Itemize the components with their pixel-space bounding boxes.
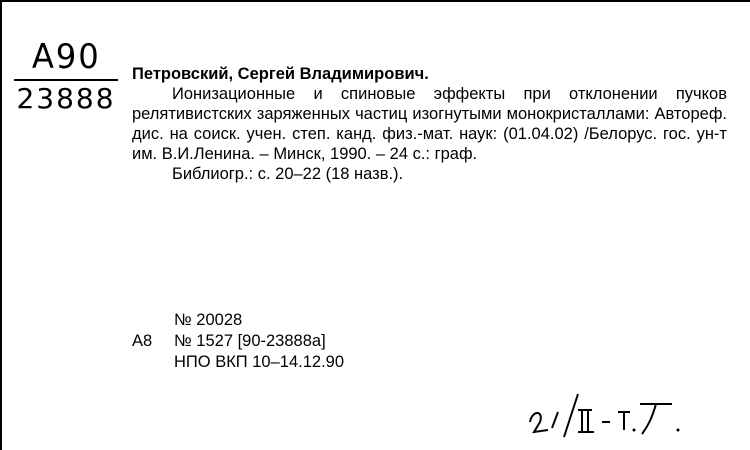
acquisition-block: [132, 310, 344, 373]
shelf-label: А8: [132, 332, 153, 350]
call-number-divider: [14, 79, 118, 81]
call-number-bottom: 23888: [16, 82, 116, 115]
shelf-row: [132, 331, 344, 352]
shelf-number: № 1527 [90-23888а]: [174, 332, 326, 350]
handwritten-note-signature: [522, 382, 702, 442]
call-number: [4, 38, 128, 115]
org-spacer: [132, 352, 174, 373]
acquisition-spacer: [132, 310, 174, 331]
call-number-top: А90: [31, 37, 101, 77]
description-text: Ионизационные и спиновые эффекты при отклонении пучков релятивистских заряженных частиц изогнутыми монокристаллами: Автореф. дис. на соиск. учен. степ. канд. физ.-мат. наук: (01.04.02) /Белорус. гос. ун-т им. В.И.Ленина. – Минск, 1990. – 24 с.: граф.: [132, 85, 727, 163]
bibliographic-entry: [132, 64, 727, 184]
acquisition-number-row: [132, 310, 344, 331]
author-heading: Петровский, Сергей Владимирович.: [132, 65, 429, 83]
org-row: [132, 352, 344, 373]
acquisition-number: № 20028: [174, 311, 243, 329]
bibliography-note: Библиогр.: с. 20–22 (18 назв.).: [172, 165, 404, 183]
org-date: НПО ВКП 10–14.12.90: [174, 353, 345, 371]
